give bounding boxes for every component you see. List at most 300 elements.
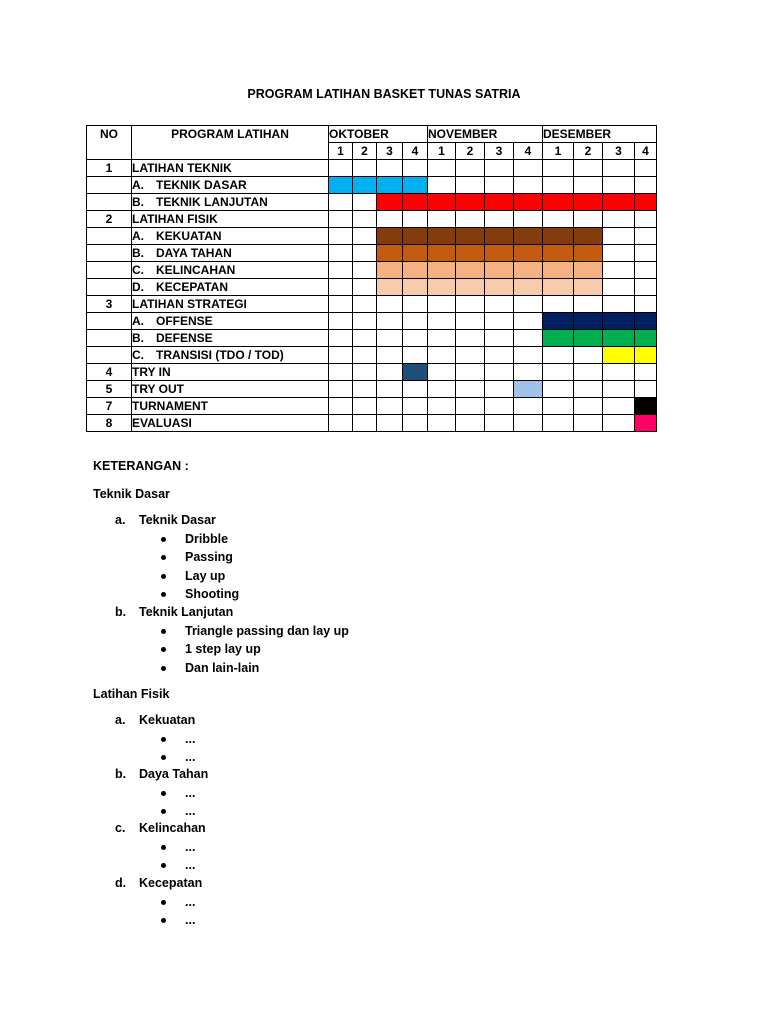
schedule-cell <box>635 279 657 296</box>
header-week-cell: 2 <box>456 143 485 160</box>
schedule-cell <box>329 279 353 296</box>
schedule-cell <box>603 279 635 296</box>
list-label: Kelincahan <box>139 821 206 835</box>
schedule-cell <box>456 211 485 228</box>
program-label: LATIHAN STRATEGI <box>132 296 329 313</box>
schedule-cell <box>428 415 456 432</box>
schedule-cell-filled <box>635 347 657 364</box>
schedule-cell-filled <box>635 398 657 415</box>
program-label: TRY OUT <box>132 381 329 398</box>
schedule-cell-filled <box>574 330 603 347</box>
table-row <box>87 228 657 245</box>
schedule-cell <box>485 347 514 364</box>
row-number: 1 <box>87 160 132 177</box>
sub-program-letter: A. <box>132 229 144 243</box>
schedule-cell <box>574 398 603 415</box>
list-bullet-item: Lay up <box>185 568 226 583</box>
schedule-cell <box>428 381 456 398</box>
sub-program-letter: C. <box>132 263 144 277</box>
schedule-cell <box>514 313 543 330</box>
schedule-cell-filled <box>428 262 456 279</box>
schedule-cell <box>329 194 353 211</box>
schedule-cell <box>514 177 543 194</box>
sub-program-letter: B. <box>132 331 144 345</box>
list-bullet-item: ... <box>185 839 196 854</box>
schedule-cell <box>377 381 403 398</box>
schedule-cell <box>456 296 485 313</box>
schedule-cell <box>485 313 514 330</box>
schedule-cell-filled <box>603 313 635 330</box>
bullet-icon <box>161 737 166 742</box>
schedule-cell <box>329 245 353 262</box>
schedule-cell-filled <box>377 262 403 279</box>
program-label: TURNAMENT <box>132 398 329 415</box>
schedule-cell <box>514 347 543 364</box>
schedule-cell <box>574 381 603 398</box>
schedule-cell <box>428 296 456 313</box>
bullet-icon <box>161 555 166 560</box>
schedule-cell <box>514 415 543 432</box>
schedule-cell <box>543 415 574 432</box>
schedule-cell <box>377 296 403 313</box>
schedule-cell-filled <box>603 347 635 364</box>
schedule-cell <box>635 296 657 313</box>
list-letter: a. <box>115 513 126 527</box>
schedule-cell <box>603 177 635 194</box>
schedule-cell <box>403 381 428 398</box>
schedule-cell <box>574 347 603 364</box>
sub-program-label: TEKNIK DASAR <box>156 178 247 192</box>
schedule-cell-filled <box>403 228 428 245</box>
bullet-icon <box>161 537 166 542</box>
program-label: EVALUASI <box>132 415 329 432</box>
sub-program-label: DAYA TAHAN <box>156 246 232 260</box>
schedule-cell <box>428 177 456 194</box>
schedule-cell-filled <box>403 245 428 262</box>
list-bullet-item: 1 step lay up <box>185 642 261 656</box>
schedule-cell-filled <box>603 194 635 211</box>
schedule-cell <box>329 228 353 245</box>
list-label: Teknik Lanjutan <box>139 605 234 619</box>
schedule-cell <box>428 364 456 381</box>
bullet-icon <box>161 755 166 760</box>
schedule-cell <box>428 330 456 347</box>
table-row <box>87 194 657 211</box>
schedule-cell <box>574 160 603 177</box>
schedule-cell <box>635 211 657 228</box>
schedule-cell-filled <box>543 279 574 296</box>
schedule-cell <box>635 228 657 245</box>
schedule-cell-filled <box>574 228 603 245</box>
header-month-november: NOVEMBER <box>428 126 543 143</box>
schedule-cell <box>456 381 485 398</box>
schedule-cell <box>456 330 485 347</box>
sub-program-letter: D. <box>132 280 144 294</box>
schedule-cell-filled <box>485 245 514 262</box>
bullet-icon <box>161 574 166 579</box>
schedule-cell <box>543 160 574 177</box>
header-month-desember: DESEMBER <box>543 126 657 143</box>
schedule-cell <box>603 262 635 279</box>
schedule-cell <box>329 381 353 398</box>
schedule-cell-filled <box>514 245 543 262</box>
schedule-cell <box>353 381 377 398</box>
schedule-cell <box>574 177 603 194</box>
schedule-cell <box>485 160 514 177</box>
row-number: 4 <box>87 364 132 381</box>
list-bullet-item: ... <box>185 894 196 909</box>
header-week-cell: 2 <box>574 143 603 160</box>
schedule-cell <box>485 415 514 432</box>
schedule-cell-filled <box>456 228 485 245</box>
schedule-cell-filled <box>456 279 485 296</box>
schedule-cell-filled <box>574 279 603 296</box>
schedule-cell <box>353 313 377 330</box>
schedule-cell-filled <box>485 262 514 279</box>
header-week-cell: 1 <box>329 143 353 160</box>
sub-program-cell <box>132 262 329 279</box>
schedule-cell <box>543 211 574 228</box>
schedule-cell <box>353 194 377 211</box>
schedule-cell-filled <box>485 194 514 211</box>
header-week-cell: 3 <box>603 143 635 160</box>
schedule-cell <box>574 364 603 381</box>
row-number <box>87 347 132 364</box>
schedule-cell <box>377 330 403 347</box>
schedule-cell-filled <box>574 194 603 211</box>
schedule-cell <box>485 381 514 398</box>
schedule-cell <box>635 177 657 194</box>
schedule-cell <box>353 398 377 415</box>
sub-program-cell <box>132 279 329 296</box>
header-row-months <box>87 126 657 143</box>
schedule-cell <box>353 296 377 313</box>
table-row <box>87 211 657 228</box>
schedule-cell <box>353 347 377 364</box>
schedule-cell <box>403 330 428 347</box>
schedule-cell <box>456 313 485 330</box>
list-bullet-item: ... <box>185 750 196 764</box>
table-row <box>87 177 657 194</box>
row-number <box>87 313 132 330</box>
header-week-cell: 1 <box>428 143 456 160</box>
schedule-cell <box>456 177 485 194</box>
schedule-cell <box>329 398 353 415</box>
bullet-icon <box>161 900 166 905</box>
schedule-cell <box>485 296 514 313</box>
schedule-cell <box>403 160 428 177</box>
sub-program-label: KELINCAHAN <box>156 263 236 277</box>
schedule-cell <box>514 398 543 415</box>
sub-program-cell <box>132 313 329 330</box>
schedule-cell <box>514 211 543 228</box>
row-number <box>87 177 132 194</box>
schedule-cell <box>403 415 428 432</box>
sub-program-cell <box>132 228 329 245</box>
schedule-cell <box>428 347 456 364</box>
schedule-cell-filled <box>403 177 428 194</box>
program-label: LATIHAN TEKNIK <box>132 160 329 177</box>
schedule-cell <box>635 262 657 279</box>
row-number <box>87 228 132 245</box>
sub-program-letter: B. <box>132 195 144 209</box>
program-label: TRY IN <box>132 364 329 381</box>
schedule-cell-filled <box>514 279 543 296</box>
table-row <box>87 245 657 262</box>
list-bullet-item: Shooting <box>185 587 240 601</box>
table-row <box>87 313 657 330</box>
schedule-cell <box>329 347 353 364</box>
schedule-cell <box>377 364 403 381</box>
schedule-cell <box>403 211 428 228</box>
schedule-cell-filled <box>543 330 574 347</box>
bullet-icon <box>161 666 166 671</box>
schedule-cell-filled <box>485 279 514 296</box>
list-label: Teknik Dasar <box>139 513 216 527</box>
schedule-cell <box>456 364 485 381</box>
schedule-cell <box>603 364 635 381</box>
schedule-cell-filled <box>635 330 657 347</box>
sub-program-cell <box>132 194 329 211</box>
header-week-cell: 3 <box>377 143 403 160</box>
list-letter: d. <box>115 876 127 890</box>
bullet-icon <box>161 629 166 634</box>
sub-program-label: KECEPATAN <box>156 280 228 294</box>
schedule-cell <box>329 211 353 228</box>
sub-program-letter: C. <box>132 348 144 362</box>
schedule-cell-filled <box>428 228 456 245</box>
schedule-cell <box>456 398 485 415</box>
schedule-cell-filled <box>403 194 428 211</box>
program-label: LATIHAN FISIK <box>132 211 329 228</box>
schedule-cell <box>377 313 403 330</box>
bullet-icon <box>161 918 166 923</box>
header-week-cell: 3 <box>485 143 514 160</box>
schedule-cell <box>353 245 377 262</box>
schedule-cell <box>485 177 514 194</box>
row-number: 3 <box>87 296 132 313</box>
schedule-cell <box>428 313 456 330</box>
schedule-cell <box>603 211 635 228</box>
schedule-cell-filled <box>428 245 456 262</box>
header-program: PROGRAM LATIHAN <box>132 126 329 160</box>
list-bullet-item: ... <box>185 804 196 818</box>
schedule-cell <box>603 296 635 313</box>
schedule-cell <box>403 398 428 415</box>
notes-section-title: Teknik Dasar <box>93 487 170 501</box>
schedule-cell-filled <box>456 194 485 211</box>
schedule-cell <box>428 160 456 177</box>
header-week-cell: 4 <box>514 143 543 160</box>
schedule-cell <box>403 296 428 313</box>
schedule-cell <box>603 160 635 177</box>
sub-program-letter: A. <box>132 314 144 328</box>
training-schedule-table <box>86 125 657 432</box>
list-letter: c. <box>115 821 126 835</box>
table-row <box>87 415 657 432</box>
schedule-cell-filled <box>574 245 603 262</box>
list-letter: a. <box>115 713 126 727</box>
schedule-cell <box>485 330 514 347</box>
table-row <box>87 330 657 347</box>
schedule-cell <box>543 381 574 398</box>
schedule-cell-filled <box>456 262 485 279</box>
schedule-cell-filled <box>377 177 403 194</box>
schedule-cell <box>377 415 403 432</box>
schedule-cell <box>353 228 377 245</box>
table-row <box>87 381 657 398</box>
schedule-cell <box>543 398 574 415</box>
schedule-cell <box>635 381 657 398</box>
schedule-cell <box>353 364 377 381</box>
schedule-cell <box>403 347 428 364</box>
sub-program-label: KEKUATAN <box>156 229 222 243</box>
schedule-cell <box>329 262 353 279</box>
notes-section-title: Latihan Fisik <box>93 687 170 701</box>
list-bullet-item: ... <box>185 858 196 872</box>
sub-program-cell <box>132 347 329 364</box>
schedule-cell <box>329 160 353 177</box>
schedule-cell <box>456 415 485 432</box>
schedule-cell <box>603 245 635 262</box>
list-bullet-item: Dribble <box>185 531 229 546</box>
schedule-cell <box>353 262 377 279</box>
schedule-cell-filled <box>574 262 603 279</box>
schedule-cell-filled <box>353 177 377 194</box>
sub-program-label: OFFENSE <box>156 314 213 328</box>
sub-program-cell <box>132 177 329 194</box>
table-row <box>87 364 657 381</box>
schedule-cell-filled <box>543 194 574 211</box>
table-row <box>87 398 657 415</box>
schedule-cell <box>603 228 635 245</box>
header-week-cell: 4 <box>635 143 657 160</box>
list-letter: b. <box>115 605 127 619</box>
bullet-icon <box>161 592 166 597</box>
schedule-cell <box>377 347 403 364</box>
row-number: 8 <box>87 415 132 432</box>
schedule-cell <box>635 364 657 381</box>
schedule-cell-filled <box>329 177 353 194</box>
schedule-cell-filled <box>428 279 456 296</box>
schedule-cell <box>543 177 574 194</box>
schedule-cell-filled <box>377 245 403 262</box>
schedule-cell-filled <box>514 228 543 245</box>
schedule-cell-filled <box>514 381 543 398</box>
list-letter: b. <box>115 767 127 781</box>
sub-program-cell <box>132 245 329 262</box>
schedule-cell <box>514 296 543 313</box>
sub-program-label: DEFENSE <box>156 331 213 345</box>
schedule-cell <box>329 415 353 432</box>
schedule-cell <box>377 211 403 228</box>
list-label: Kecepatan <box>139 876 203 890</box>
schedule-cell <box>485 398 514 415</box>
schedule-cell-filled <box>635 194 657 211</box>
bullet-icon <box>161 809 166 814</box>
list-label: Daya Tahan <box>139 767 209 781</box>
schedule-cell <box>485 364 514 381</box>
schedule-cell <box>428 398 456 415</box>
schedule-cell <box>603 415 635 432</box>
schedule-cell-filled <box>403 279 428 296</box>
schedule-cell-filled <box>543 313 574 330</box>
row-number: 7 <box>87 398 132 415</box>
schedule-cell <box>456 347 485 364</box>
schedule-cell <box>377 398 403 415</box>
schedule-cell <box>514 330 543 347</box>
bullet-icon <box>161 791 166 796</box>
bullet-icon <box>161 647 166 652</box>
row-number <box>87 330 132 347</box>
document-title: PROGRAM LATIHAN BASKET TUNAS SATRIA <box>247 87 521 101</box>
schedule-cell-filled <box>543 245 574 262</box>
schedule-cell-filled <box>514 194 543 211</box>
table-row <box>87 262 657 279</box>
table-row <box>87 160 657 177</box>
list-label: Kekuatan <box>139 713 196 727</box>
schedule-cell <box>635 245 657 262</box>
schedule-cell-filled <box>403 262 428 279</box>
sub-program-label: TEKNIK LANJUTAN <box>156 195 268 209</box>
schedule-cell <box>329 364 353 381</box>
schedule-cell <box>329 330 353 347</box>
schedule-cell-filled <box>514 262 543 279</box>
schedule-cell <box>574 296 603 313</box>
list-bullet-item: ... <box>185 785 196 800</box>
schedule-cell-filled <box>485 228 514 245</box>
sub-program-letter: B. <box>132 246 144 260</box>
header-month-oktober: OKTOBER <box>329 126 428 143</box>
schedule-cell <box>456 160 485 177</box>
bullet-icon <box>161 863 166 868</box>
schedule-cell <box>543 296 574 313</box>
schedule-cell <box>329 296 353 313</box>
row-number: 2 <box>87 211 132 228</box>
row-number <box>87 245 132 262</box>
header-week-cell: 1 <box>543 143 574 160</box>
schedule-cell <box>353 211 377 228</box>
sub-program-letter: A. <box>132 178 144 192</box>
schedule-cell-filled <box>403 364 428 381</box>
header-week-cell: 2 <box>353 143 377 160</box>
schedule-cell-filled <box>377 194 403 211</box>
schedule-cell <box>353 279 377 296</box>
schedule-cell-filled <box>635 415 657 432</box>
schedule-cell <box>353 160 377 177</box>
list-bullet-item: Triangle passing dan lay up <box>185 623 349 638</box>
schedule-cell-filled <box>543 262 574 279</box>
schedule-cell-filled <box>635 313 657 330</box>
schedule-cell <box>428 211 456 228</box>
schedule-cell-filled <box>377 228 403 245</box>
schedule-cell <box>603 381 635 398</box>
schedule-cell <box>543 364 574 381</box>
schedule-cell <box>403 313 428 330</box>
schedule-cell-filled <box>456 245 485 262</box>
row-number <box>87 279 132 296</box>
list-bullet-item: ... <box>185 913 196 927</box>
list-bullet-item: Dan lain-lain <box>185 660 260 675</box>
schedule-cell-filled <box>603 330 635 347</box>
schedule-cell <box>353 330 377 347</box>
sub-program-label: TRANSISI (TDO / TOD) <box>156 348 284 362</box>
bullet-icon <box>161 845 166 850</box>
schedule-cell <box>574 415 603 432</box>
schedule-cell <box>353 415 377 432</box>
notes-heading: KETERANGAN : <box>93 459 189 473</box>
schedule-cell-filled <box>543 228 574 245</box>
